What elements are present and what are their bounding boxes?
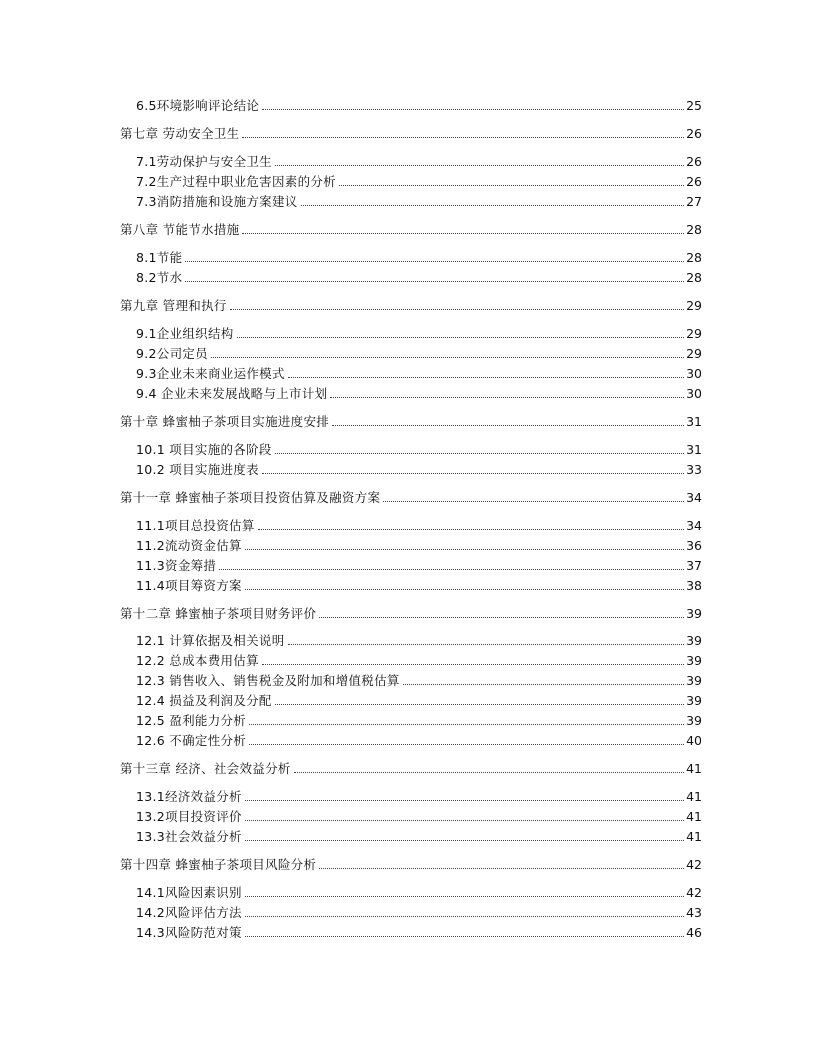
toc-entry[interactable]	[120, 413, 702, 431]
toc-entry-page: 41	[686, 809, 702, 824]
toc-entry[interactable]	[120, 760, 702, 778]
toc-entry-page: 29	[686, 346, 702, 361]
toc-leader-dots	[245, 819, 684, 821]
toc-entry-title: 12.6 不确定性分析	[136, 733, 247, 748]
toc-leader-dots	[288, 376, 684, 378]
toc-leader-dots	[294, 771, 684, 773]
toc-entry-title: 第七章 劳动安全卫生	[120, 126, 240, 141]
toc-entry[interactable]	[136, 652, 702, 670]
toc-entry[interactable]	[136, 904, 702, 922]
toc-entry-title: 13.3社会效益分析	[136, 829, 242, 844]
toc-entry-title: 第十三章 经济、社会效益分析	[120, 761, 291, 776]
toc-entry-title: 8.1节能	[136, 250, 183, 265]
toc-leader-dots	[245, 799, 684, 801]
toc-entry-page: 29	[686, 326, 702, 341]
toc-entry-page: 33	[686, 462, 702, 477]
toc-leader-dots	[211, 356, 684, 358]
toc-leader-dots	[383, 500, 684, 502]
toc-entry[interactable]	[136, 97, 702, 115]
toc-leader-dots	[403, 683, 684, 685]
toc-entry[interactable]	[136, 732, 702, 750]
toc-leader-dots	[245, 935, 684, 937]
toc-entry-page: 29	[686, 298, 702, 313]
toc-entry-page: 28	[686, 270, 702, 285]
toc-entry[interactable]	[136, 153, 702, 171]
toc-entry-page: 42	[686, 885, 702, 900]
toc-entry[interactable]	[136, 269, 702, 287]
toc-entry-page: 31	[686, 414, 702, 429]
toc-entry-page: 38	[686, 578, 702, 593]
toc-entry-title: 12.4 损益及利润及分配	[136, 693, 272, 708]
toc-leader-dots	[339, 184, 684, 186]
toc-entry[interactable]	[120, 489, 702, 507]
toc-entry-title: 9.4 企业未来发展战略与上市计划	[136, 386, 328, 401]
toc-entry-page: 41	[686, 761, 702, 776]
toc-entry-page: 37	[686, 558, 702, 573]
toc-entry[interactable]	[120, 125, 702, 143]
toc-entry-page: 25	[686, 98, 702, 113]
toc-entry-page: 39	[686, 606, 702, 621]
toc-entry[interactable]	[136, 345, 702, 363]
toc-entry-page: 34	[686, 490, 702, 505]
toc-leader-dots	[249, 723, 684, 725]
toc-entry-page: 28	[686, 222, 702, 237]
toc-leader-dots	[245, 915, 684, 917]
toc-entry-title: 7.3消防措施和设施方案建议	[136, 194, 298, 209]
toc-entry-title: 第八章 节能节水措施	[120, 222, 240, 237]
toc-entry[interactable]	[136, 808, 702, 826]
toc-entry-title: 14.2风险评估方法	[136, 905, 242, 920]
toc-leader-dots	[230, 308, 684, 310]
toc-leader-dots	[330, 396, 684, 398]
toc-leader-dots	[242, 232, 684, 234]
toc-entry-title: 11.4项目筹资方案	[136, 578, 242, 593]
toc-entry-title: 14.1风险因素识别	[136, 885, 242, 900]
toc-leader-dots	[319, 867, 684, 869]
toc-entry[interactable]	[120, 856, 702, 874]
toc-entry-title: 14.3风险防范对策	[136, 925, 242, 940]
toc-leader-dots	[245, 588, 684, 590]
toc-entry[interactable]	[136, 672, 702, 690]
toc-entry-title: 第十一章 蜂蜜柚子茶项目投资估算及融资方案	[120, 490, 381, 505]
toc-leader-dots	[319, 616, 684, 618]
toc-entry[interactable]	[136, 517, 702, 535]
toc-entry[interactable]	[136, 537, 702, 555]
toc-entry[interactable]	[136, 249, 702, 267]
toc-entry-page: 46	[686, 925, 702, 940]
toc-entry-page: 39	[686, 653, 702, 668]
toc-entry-page: 30	[686, 386, 702, 401]
toc-entry[interactable]	[136, 632, 702, 650]
toc-entry[interactable]	[136, 193, 702, 211]
toc-entry[interactable]	[136, 461, 702, 479]
toc-entry-page: 30	[686, 366, 702, 381]
toc-entry-title: 12.5 盈利能力分析	[136, 713, 247, 728]
toc-leader-dots	[245, 548, 684, 550]
toc-entry-page: 39	[686, 633, 702, 648]
toc-entry[interactable]	[120, 297, 702, 315]
toc-entry[interactable]	[136, 441, 702, 459]
toc-leader-dots	[288, 643, 685, 645]
toc-leader-dots	[219, 568, 684, 570]
toc-leader-dots	[275, 452, 684, 454]
toc-leader-dots	[185, 260, 684, 262]
toc-entry-title: 12.2 总成本费用估算	[136, 653, 259, 668]
toc-entry-page: 31	[686, 442, 702, 457]
toc-entry-page: 43	[686, 905, 702, 920]
toc-leader-dots	[242, 136, 684, 138]
toc-entry-title: 10.1 项目实施的各阶段	[136, 442, 272, 457]
toc-entry[interactable]	[136, 577, 702, 595]
toc-entry-page: 39	[686, 673, 702, 688]
toc-entry-title: 第十二章 蜂蜜柚子茶项目财务评价	[120, 606, 317, 621]
toc-entry-page: 28	[686, 250, 702, 265]
toc-entry-page: 40	[686, 733, 702, 748]
toc-entry-page: 42	[686, 857, 702, 872]
toc-entry-title: 10.2 项目实施进度表	[136, 462, 259, 477]
toc-entry-page: 26	[686, 174, 702, 189]
toc-leader-dots	[245, 895, 684, 897]
toc-leader-dots	[258, 528, 684, 530]
toc-entry-title: 13.2项目投资评价	[136, 809, 242, 824]
toc-entry-page: 34	[686, 518, 702, 533]
toc-entry-title: 11.1项目总投资估算	[136, 518, 255, 533]
toc-entry[interactable]	[136, 385, 702, 403]
toc-entry[interactable]	[136, 557, 702, 575]
toc-entry[interactable]	[120, 221, 702, 239]
toc-entry[interactable]	[136, 828, 702, 846]
toc-entry[interactable]	[136, 365, 702, 383]
toc-entry-title: 第十章 蜂蜜柚子茶项目实施进度安排	[120, 414, 330, 429]
toc-entry-page: 26	[686, 154, 702, 169]
toc-leader-dots	[275, 164, 684, 166]
toc-leader-dots	[262, 108, 684, 110]
toc-entry-title: 12.3 销售收入、销售税金及附加和增值税估算	[136, 673, 400, 688]
toc-leader-dots	[301, 204, 685, 206]
toc-entry[interactable]	[136, 884, 702, 902]
toc-entry[interactable]	[136, 325, 702, 343]
toc-entry-page: 36	[686, 538, 702, 553]
toc-leader-dots	[332, 424, 684, 426]
toc-entry[interactable]	[136, 924, 702, 942]
toc-entry-title: 7.2生产过程中职业危害因素的分析	[136, 174, 336, 189]
toc-leader-dots	[185, 280, 684, 282]
toc-entry[interactable]	[136, 692, 702, 710]
toc-entry-page: 39	[686, 713, 702, 728]
toc-entry-title: 11.2流动资金估算	[136, 538, 242, 553]
toc-entry-page: 26	[686, 126, 702, 141]
toc-entry-page: 39	[686, 693, 702, 708]
toc-entry-title: 6.5环境影响评论结论	[136, 98, 260, 113]
toc-entry-page: 41	[686, 789, 702, 804]
toc-entry-title: 12.1 计算依据及相关说明	[136, 633, 285, 648]
toc-entry[interactable]	[136, 173, 702, 191]
toc-entry-title: 7.1劳动保护与安全卫生	[136, 154, 272, 169]
toc-leader-dots	[262, 472, 684, 474]
toc-entry-title: 11.3资金筹措	[136, 558, 217, 573]
toc-entry-page: 27	[686, 194, 702, 209]
toc-entry-title: 13.1经济效益分析	[136, 789, 242, 804]
toc-entry[interactable]	[136, 788, 702, 806]
toc-entry-title: 第十四章 蜂蜜柚子茶项目风险分析	[120, 857, 317, 872]
toc-leader-dots	[237, 336, 685, 338]
toc-leader-dots	[275, 703, 684, 705]
toc-entry-title: 第九章 管理和执行	[120, 298, 227, 313]
toc-leader-dots	[245, 839, 684, 841]
toc-entry[interactable]	[120, 605, 702, 623]
toc-entry-title: 9.3企业未来商业运作模式	[136, 366, 285, 381]
toc-entry[interactable]	[136, 712, 702, 730]
toc-entry-title: 9.1企业组织结构	[136, 326, 234, 341]
toc-entry-title: 8.2节水	[136, 270, 183, 285]
toc-leader-dots	[249, 743, 684, 745]
toc-leader-dots	[262, 663, 684, 665]
toc-entry-title: 9.2公司定员	[136, 346, 208, 361]
toc-entry-page: 41	[686, 829, 702, 844]
